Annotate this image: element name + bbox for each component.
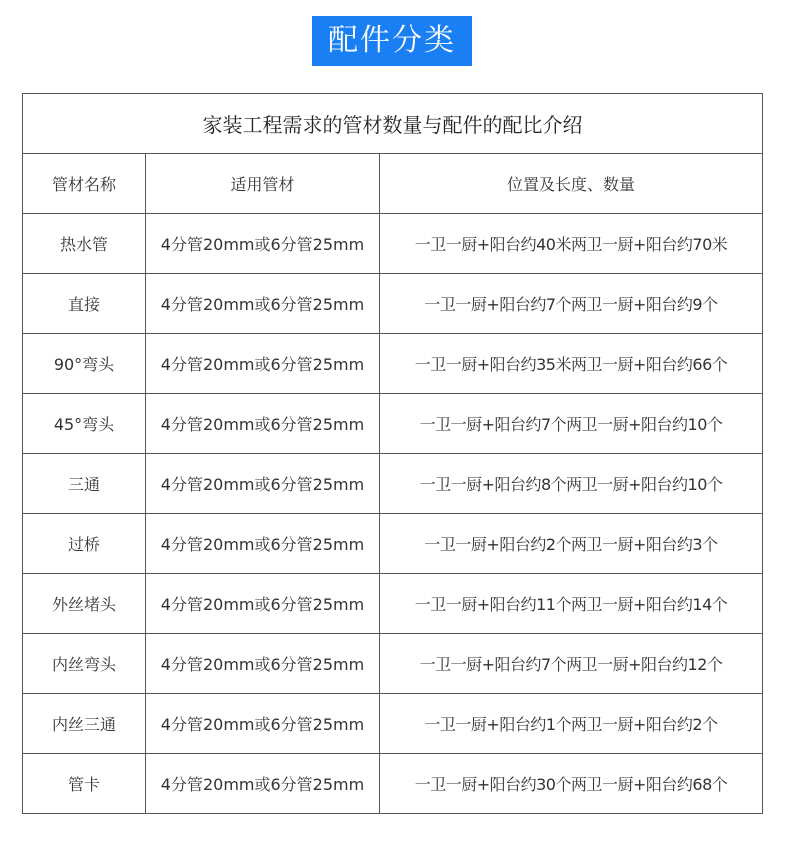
column-header-pipe-name: 管材名称 [23,154,146,214]
column-header-position-quantity: 位置及长度、数量 [380,154,763,214]
cell-pipe-name: 直接 [23,274,146,334]
cell-position-quantity: 一卫一厨+阳台约35米两卫一厨+阳台约66个 [380,334,763,394]
cell-position-quantity: 一卫一厨+阳台约7个两卫一厨+阳台约9个 [380,274,763,334]
cell-position-quantity: 一卫一厨+阳台约7个两卫一厨+阳台约12个 [380,634,763,694]
table-row [23,274,763,334]
cell-applicable-pipe: 4分管20mm或6分管25mm [146,274,380,334]
table-row [23,754,763,814]
table-row [23,634,763,694]
fittings-table [22,93,763,814]
cell-applicable-pipe: 4分管20mm或6分管25mm [146,514,380,574]
cell-pipe-name: 三通 [23,454,146,514]
table-header-row [23,154,763,214]
cell-applicable-pipe: 4分管20mm或6分管25mm [146,574,380,634]
cell-position-quantity: 一卫一厨+阳台约1个两卫一厨+阳台约2个 [380,694,763,754]
table-row [23,694,763,754]
cell-applicable-pipe: 4分管20mm或6分管25mm [146,394,380,454]
cell-applicable-pipe: 4分管20mm或6分管25mm [146,754,380,814]
column-header-applicable-pipe: 适用管材 [146,154,380,214]
cell-pipe-name: 管卡 [23,754,146,814]
table-title-row [23,94,763,154]
cell-pipe-name: 外丝堵头 [23,574,146,634]
cell-pipe-name: 过桥 [23,514,146,574]
cell-applicable-pipe: 4分管20mm或6分管25mm [146,454,380,514]
cell-pipe-name: 45°弯头 [23,394,146,454]
table-row [23,334,763,394]
cell-position-quantity: 一卫一厨+阳台约30个两卫一厨+阳台约68个 [380,754,763,814]
cell-applicable-pipe: 4分管20mm或6分管25mm [146,334,380,394]
table-row [23,574,763,634]
cell-position-quantity: 一卫一厨+阳台约2个两卫一厨+阳台约3个 [380,514,763,574]
cell-pipe-name: 内丝弯头 [23,634,146,694]
cell-pipe-name: 90°弯头 [23,334,146,394]
cell-applicable-pipe: 4分管20mm或6分管25mm [146,634,380,694]
table-row [23,454,763,514]
cell-applicable-pipe: 4分管20mm或6分管25mm [146,694,380,754]
cell-position-quantity: 一卫一厨+阳台约40米两卫一厨+阳台约70米 [380,214,763,274]
table-row [23,394,763,454]
cell-applicable-pipe: 4分管20mm或6分管25mm [146,214,380,274]
table-row [23,214,763,274]
table-title: 家装工程需求的管材数量与配件的配比介绍 [23,94,763,154]
cell-pipe-name: 热水管 [23,214,146,274]
cell-position-quantity: 一卫一厨+阳台约11个两卫一厨+阳台约14个 [380,574,763,634]
cell-position-quantity: 一卫一厨+阳台约8个两卫一厨+阳台约10个 [380,454,763,514]
section-title-banner: 配件分类 [312,16,472,66]
table-row [23,514,763,574]
cell-pipe-name: 内丝三通 [23,694,146,754]
cell-position-quantity: 一卫一厨+阳台约7个两卫一厨+阳台约10个 [380,394,763,454]
